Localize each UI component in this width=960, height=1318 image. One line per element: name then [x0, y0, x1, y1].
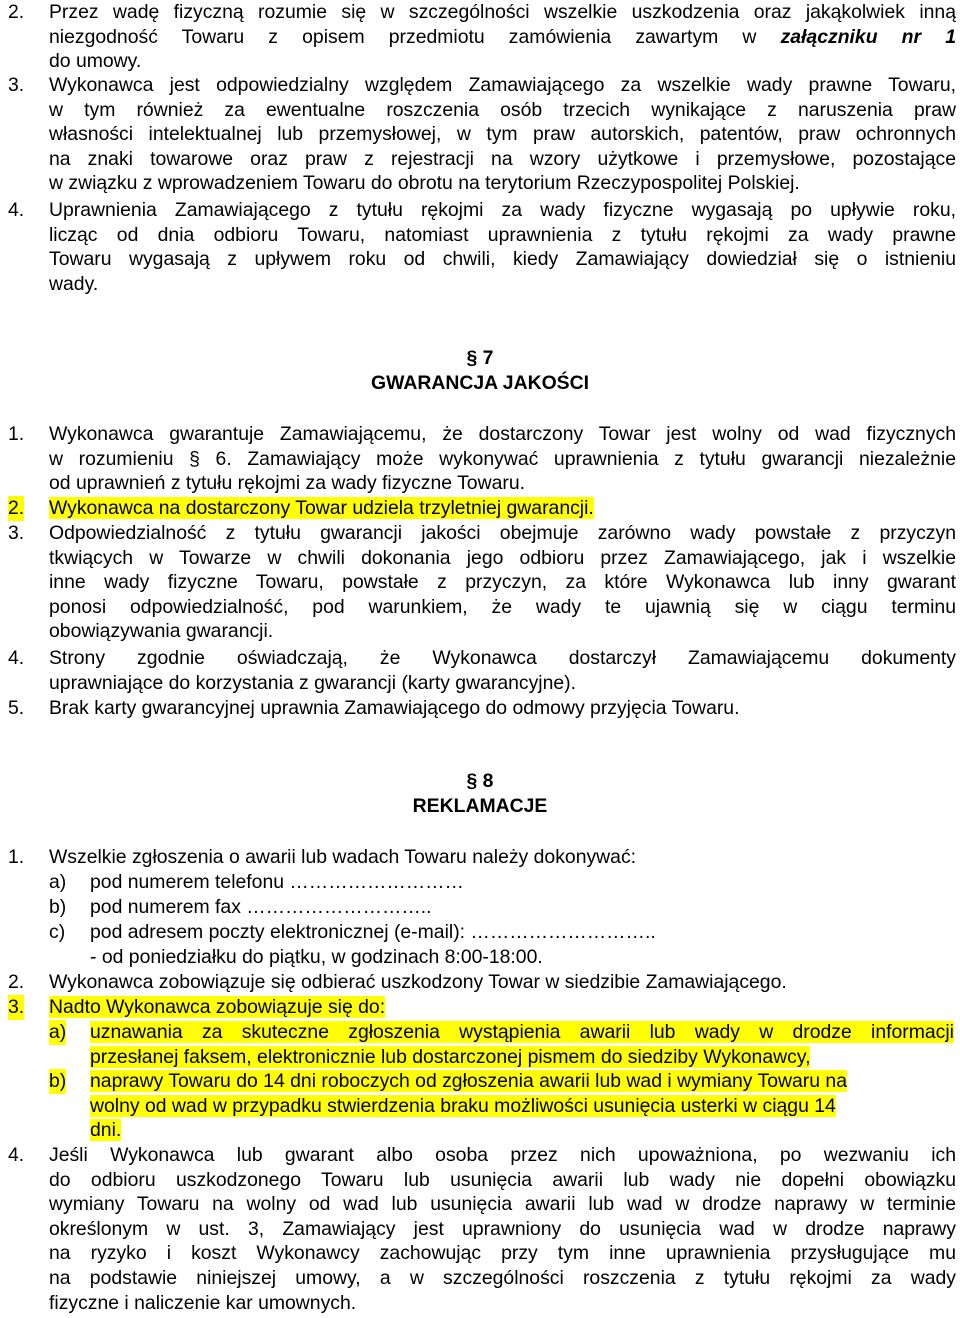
text-line: Towaru wygasają z upływem roku od chwili, kiedy Zamawiający dowiedział się o istnieniu	[49, 248, 956, 271]
sub-letter: a)	[49, 871, 67, 893]
text-line: licząc od dnia odbioru Towaru, natomiast uprawnienia z tytułu rękojmi za wady prawne	[49, 223, 956, 246]
text-line: do odbioru uszkodzonego Towaru lub usunięcia awarii lub wady nie dopełni obowiązku	[49, 1168, 956, 1191]
office-hours-text: - od poniedziałku do piątku, w godzinach 8:00-18:00.	[90, 946, 543, 968]
section-7-number: § 7	[466, 347, 494, 369]
text-line: własności intelektualnej lub przemysłowej, w tym praw autorskich, patentów, praw ochronnych	[49, 123, 956, 146]
text-line	[49, 496, 956, 521]
highlighted-text: przesłanej faksem, elektronicznie lub dostarczonej pismem do siedziby Wykonawcy,	[90, 1045, 811, 1068]
text-line: Strony zgodnie oświadczają, że Wykonawca dostarczył Zamawiającemu dokumenty	[49, 647, 956, 669]
item-text	[49, 646, 956, 695]
item-number: 3.	[8, 74, 25, 96]
text-line	[90, 1118, 954, 1143]
sub-text: pod numerem fax ………………………..	[90, 896, 432, 918]
text-line: wymiany Towaru na wolny od wad lub usunięcia awarii lub wad w drodze naprawy w terminie	[49, 1193, 956, 1216]
item-text	[49, 496, 956, 521]
text-line: na znaki towarowe oraz praw z rejestracji na wzory użytkowe i przemysłowe, pozostające	[49, 147, 956, 170]
sub-letter: b)	[49, 896, 67, 918]
text-line	[49, 995, 956, 1020]
item-number: 3.	[8, 996, 25, 1018]
text-line	[90, 1020, 954, 1045]
text-line: tkwiących w Towarze w chwili dokonania jego odbioru przez Zamawiającego, jak i wszelkie	[49, 546, 956, 569]
highlighted-text: Nadto Wykonawca zobowiązuje się do:	[49, 996, 386, 1018]
text-line	[90, 1094, 954, 1119]
item-number: 1.	[8, 846, 25, 868]
sub-text: pod numerem telefonu ………………………	[90, 871, 464, 893]
text-line: w związku z wprowadzeniem Towaru do obrotu na terytorium Rzeczypospolitej Polskiej.	[49, 172, 800, 195]
item-number: 4.	[8, 199, 25, 221]
text-line: inne wady fizyczne Towaru, powstałe z przyczyn, za które Wykonawca lub inny gwarant	[49, 571, 956, 594]
item-text	[49, 521, 956, 644]
text-line: Wykonawca zobowiązuje się odbierać uszkodzony Towar w siedzibie Zamawiającego.	[49, 971, 787, 993]
text-line: w tym również za ewentualne roszczenia osób trzecich wynikające z naruszenia praw	[49, 98, 956, 121]
text-line: fizyczne i naliczenie kar umownych.	[49, 1291, 357, 1314]
text-line: do umowy.	[49, 50, 142, 73]
item-number: 4.	[8, 647, 25, 669]
item-text	[49, 73, 956, 196]
highlighted-text: wolny od wad w przypadku stwierdzenia braku możliwości usunięcia usterki w ciągu 14	[90, 1094, 836, 1117]
text-line: od uprawnień z tytułu rękojmi za wady fizyczne Towaru.	[49, 472, 526, 495]
text-line: Odpowiedzialność z tytułu gwarancji jakości obejmuje zarówno wady powstałe z przyczyn	[49, 522, 956, 544]
item-number: 5.	[8, 697, 25, 719]
section-8-title: REKLAMACJE	[412, 795, 548, 817]
text-line	[49, 25, 956, 50]
text-line: Uprawnienia Zamawiającego z tytułu rękojmi za wady fizyczne wygasają po upływie roku,	[49, 199, 956, 221]
item-text	[49, 0, 956, 74]
sub-text	[90, 1020, 954, 1069]
sub-letter: b)	[49, 1070, 67, 1092]
text-line: na ryzyko i koszt Wykonawcy zachowując przy tym inne uprawnienia przysługujące mu	[49, 1242, 956, 1265]
text-line: Brak karty gwarancyjnej uprawnia Zamawiającego do odmowy przyjęcia Towaru.	[49, 697, 740, 719]
text-line	[90, 1045, 954, 1070]
text-line: ponosi odpowiedzialność, pod warunkiem, że wady te ujawnią się w ciągu terminu	[49, 595, 956, 618]
section-8-number: § 8	[466, 770, 494, 792]
text-fragment: niezgodność Towaru z opisem przedmiotu zamówienia zawartym w	[49, 25, 757, 48]
text-line: wady.	[49, 272, 99, 295]
item-number: 2.	[8, 1, 25, 23]
item-text	[49, 1143, 956, 1315]
highlighted-text: naprawy Towaru do 14 dni roboczych od zgłoszenia awarii lub wad i wymiany Towaru na	[90, 1070, 847, 1092]
text-line	[90, 1069, 954, 1094]
text-line: Jeśli Wykonawca lub gwarant albo osoba przez nich upoważniona, po wezwaniu ich	[49, 1144, 956, 1166]
item-number: 1.	[8, 423, 25, 445]
highlighted-text: Wykonawca na dostarczony Towar udziela trzyletniej gwarancji.	[49, 497, 594, 519]
sub-letter: c)	[49, 921, 66, 943]
text-line: Wszelkie zgłoszenia o awarii lub wadach Towaru należy dokonywać:	[49, 846, 637, 868]
item-number: 3.	[8, 522, 25, 544]
item-text	[49, 198, 956, 296]
item-number: 4.	[8, 1144, 25, 1166]
sub-text	[90, 1069, 954, 1143]
text-line: w rozumieniu § 6. Zamawiający może wykonywać uprawnienia z tytułu gwarancji niezależnie	[49, 447, 956, 470]
section-7-title: GWARANCJA JAKOŚCI	[371, 372, 589, 394]
highlighted-text: dni.	[90, 1119, 122, 1142]
text-line: Przez wadę fizyczną rozumie się w szczególności wszelkie uszkodzenia oraz jakąkolwiek inną	[49, 1, 956, 23]
item-number: 2.	[8, 497, 25, 519]
text-line: uprawniające do korzystania z gwarancji (karty gwarancyjne).	[49, 671, 577, 694]
text-line: określonym w ust. 3, Zamawiający jest uprawniony do usunięcia wad w drodze naprawy	[49, 1217, 956, 1240]
highlighted-text: uznawania za skuteczne zgłoszenia wystąpienia awarii lub wady w drodze informacji	[90, 1021, 954, 1043]
item-text	[49, 845, 956, 870]
item-number: 2.	[8, 971, 25, 993]
text-line: Wykonawca gwarantuje Zamawiającemu, że dostarczony Towar jest wolny od wad fizycznych	[49, 423, 956, 445]
item-text	[49, 422, 956, 496]
text-line: Wykonawca jest odpowiedzialny względem Zamawiającego za wszelkie wady prawne Towaru,	[49, 74, 956, 96]
text-line: na podstawie niniejszej umowy, a w szczególności roszczenia z tytułu rękojmi za wady	[49, 1266, 956, 1289]
attachment-reference: załączniku nr 1	[780, 25, 956, 48]
item-text	[49, 995, 956, 1020]
text-line: obowiązywania gwarancji.	[49, 620, 274, 643]
sub-letter: a)	[49, 1021, 67, 1043]
item-text	[49, 696, 956, 721]
item-text	[49, 970, 956, 995]
sub-text: pod adresem poczty elektronicznej (e-mail): ………………………..	[90, 921, 656, 943]
